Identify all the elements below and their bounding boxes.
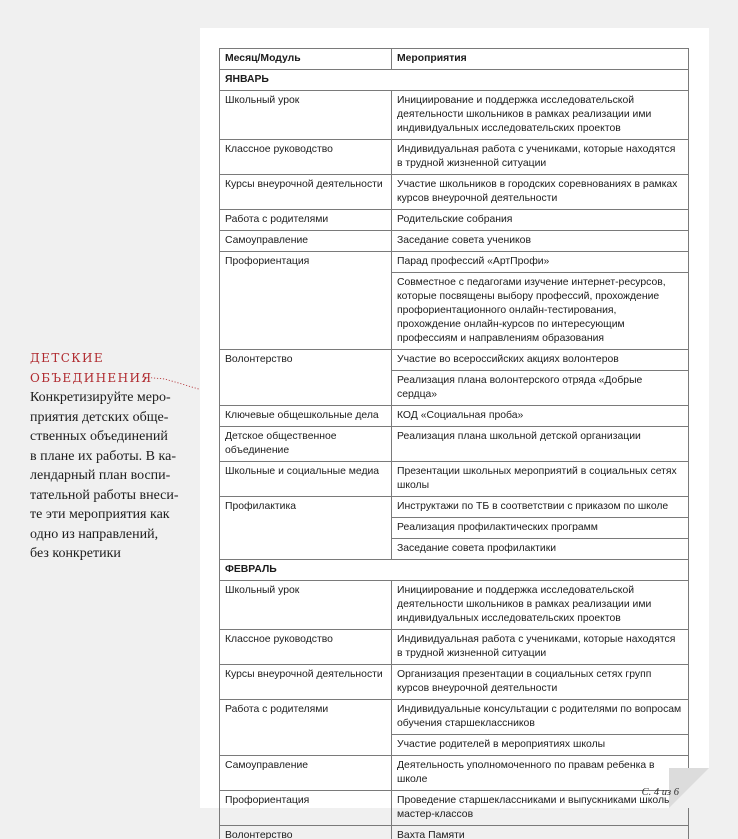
note-title-line2: ОБЪЕДИНЕНИЯ bbox=[30, 370, 153, 385]
module-cell: Волонтерство bbox=[220, 350, 392, 406]
event-cell: Презентации школьных мероприятий в социальных сетях школы bbox=[392, 462, 689, 497]
table-row bbox=[220, 231, 689, 252]
table-row bbox=[220, 581, 689, 630]
header-month-module: Месяц/Модуль bbox=[220, 49, 392, 70]
event-cell: КОД «Социальная проба» bbox=[392, 406, 689, 427]
month-name: ЯНВАРЬ bbox=[220, 70, 689, 91]
module-cell: Классное руководство bbox=[220, 140, 392, 175]
table-row bbox=[220, 350, 689, 371]
module-cell: Школьный урок bbox=[220, 91, 392, 140]
module-cell: Курсы внеурочной деятельности bbox=[220, 175, 392, 210]
note-line: приятия детских обще- bbox=[30, 409, 169, 425]
note-line: лендарный план воспи- bbox=[30, 468, 171, 483]
event-cell: Реализация плана школьной детской организации bbox=[392, 427, 689, 462]
note-line: в плане их работы. В ка- bbox=[30, 448, 176, 464]
event-cell: Инициирование и поддержка исследовательской деятельности школьников в рамках реализации ими индивидуальных исследовательских проектов bbox=[392, 91, 689, 140]
event-cell: Заседание совета учеников bbox=[392, 231, 689, 252]
event-cell: Реализация плана волонтерского отряда «Добрые сердца» bbox=[392, 371, 689, 406]
table-row bbox=[220, 175, 689, 210]
table-header-row bbox=[220, 49, 689, 70]
note-line: без конкретики bbox=[30, 546, 121, 561]
note-title-line1: ДЕТСКИЕ bbox=[30, 351, 105, 365]
table-row bbox=[220, 665, 689, 700]
event-cell: Инициирование и поддержка исследовательской деятельности школьников в рамках реализации ими индивидуальных исследовательских проектов bbox=[392, 581, 689, 630]
note-line: Конкретизируйте меро- bbox=[30, 390, 171, 405]
table-row bbox=[220, 252, 689, 273]
month-row bbox=[220, 70, 689, 91]
event-cell: Индивидуальная работа с учениками, которые находятся в трудной жизненной ситуации bbox=[392, 140, 689, 175]
table-row bbox=[220, 826, 689, 839]
table-row bbox=[220, 756, 689, 791]
page-number: С. 4 из 6 bbox=[641, 787, 679, 798]
module-cell: Школьные и социальные медиа bbox=[220, 462, 392, 497]
event-cell: Инструктажи по ТБ в соответствии с приказом по школе bbox=[392, 497, 689, 518]
event-cell: Индивидуальные консультации с родителями по вопросам обучения старшеклассников bbox=[392, 700, 689, 735]
event-cell: Индивидуальная работа с учениками, которые находятся в трудной жизненной ситуации bbox=[392, 630, 689, 665]
module-cell: Работа с родителями bbox=[220, 210, 392, 231]
event-cell: Организация презентации в социальных сетях групп курсов внеурочной деятельности bbox=[392, 665, 689, 700]
event-cell: Заседание совета профилактики bbox=[392, 539, 689, 560]
table-row bbox=[220, 462, 689, 497]
note-line: ственных объединений bbox=[30, 429, 168, 444]
event-cell: Участие родителей в мероприятиях школы bbox=[392, 735, 689, 756]
module-cell: Ключевые общешкольные дела bbox=[220, 406, 392, 427]
event-cell: Деятельность уполномоченного по правам ребенка в школе bbox=[392, 756, 689, 791]
month-name: ФЕВРАЛЬ bbox=[220, 560, 689, 581]
event-cell: Парад профессий «АртПрофи» bbox=[392, 252, 689, 273]
table-row bbox=[220, 427, 689, 462]
note-line: те эти мероприятия как bbox=[30, 507, 170, 522]
module-cell: Самоуправление bbox=[220, 756, 392, 791]
event-cell: Проведение старшеклассниками и выпускниками школы мастер-классов bbox=[392, 791, 689, 826]
table-row bbox=[220, 791, 689, 826]
document-page bbox=[200, 28, 709, 839]
event-cell: Участие школьников в городских соревнованиях в рамках курсов внеурочной деятельности bbox=[392, 175, 689, 210]
note-line: тательной работы внеси- bbox=[30, 487, 179, 503]
plan-table bbox=[219, 48, 689, 839]
table-row bbox=[220, 91, 689, 140]
event-cell: Реализация профилактических программ bbox=[392, 518, 689, 539]
table-row bbox=[220, 497, 689, 518]
event-cell: Родительские собрания bbox=[392, 210, 689, 231]
event-cell: Вахта Памяти bbox=[392, 826, 689, 839]
table-row bbox=[220, 406, 689, 427]
table-row bbox=[220, 630, 689, 665]
table-row bbox=[220, 700, 689, 735]
module-cell: Школьный урок bbox=[220, 581, 392, 630]
module-cell: Курсы внеурочной деятельности bbox=[220, 665, 392, 700]
module-cell: Профориентация bbox=[220, 791, 392, 826]
table-row bbox=[220, 140, 689, 175]
module-cell: Профилактика bbox=[220, 497, 392, 560]
module-cell: Самоуправление bbox=[220, 231, 392, 252]
module-cell: Работа с родителями bbox=[220, 700, 392, 756]
module-cell: Волонтерство bbox=[220, 826, 392, 839]
module-cell: Классное руководство bbox=[220, 630, 392, 665]
event-cell: Совместное с педагогами изучение интернет-ресурсов, которые посвящены выбору профессий, прохождение профориентационного онлайн-тестирования, прохождение онлайн-курсов по интересующим профессиям и направлениям образования bbox=[392, 273, 689, 350]
event-cell: Участие во всероссийских акциях волонтеров bbox=[392, 350, 689, 371]
module-cell: Детское общественное объединение bbox=[220, 427, 392, 462]
table-row bbox=[220, 210, 689, 231]
note-line: одно из направлений, bbox=[30, 526, 159, 542]
module-cell: Профориентация bbox=[220, 252, 392, 350]
month-row bbox=[220, 560, 689, 581]
header-events: Мероприятия bbox=[392, 49, 689, 70]
